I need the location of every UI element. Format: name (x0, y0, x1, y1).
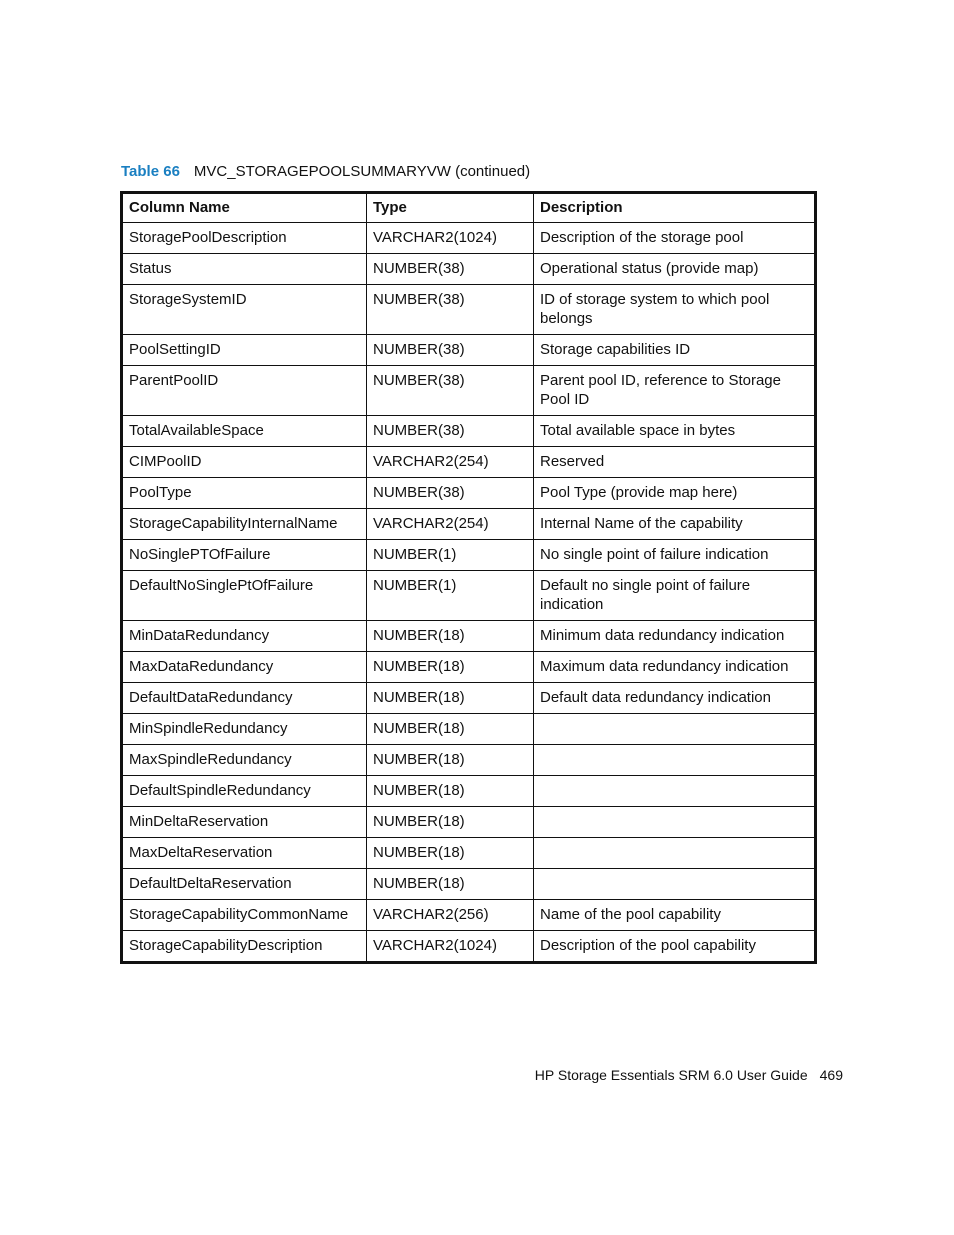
cell-type: NUMBER(38) (367, 416, 534, 447)
cell-type: NUMBER(18) (367, 838, 534, 869)
table-row (122, 931, 816, 963)
table-caption (121, 163, 530, 180)
cell-description (534, 869, 816, 900)
table-number-label: Table 66 (121, 163, 180, 180)
page-number: 469 (819, 1067, 843, 1083)
cell-column-name: CIMPoolID (122, 447, 367, 478)
cell-column-name: MaxDataRedundancy (122, 652, 367, 683)
table-body (122, 223, 816, 963)
cell-type: NUMBER(18) (367, 683, 534, 714)
cell-column-name: MinDataRedundancy (122, 621, 367, 652)
cell-column-name: DefaultSpindleRedundancy (122, 776, 367, 807)
cell-column-name: StorageCapabilityInternalName (122, 509, 367, 540)
header-description: Description (534, 193, 816, 223)
table-row (122, 254, 816, 285)
table-row (122, 509, 816, 540)
cell-description: Description of the storage pool (534, 223, 816, 254)
cell-column-name: DefaultDataRedundancy (122, 683, 367, 714)
cell-description: Description of the pool capability (534, 931, 816, 963)
header-type: Type (367, 193, 534, 223)
cell-description: Operational status (provide map) (534, 254, 816, 285)
cell-type: VARCHAR2(254) (367, 447, 534, 478)
cell-type: NUMBER(18) (367, 621, 534, 652)
cell-description: ID of storage system to which pool belongs (534, 285, 816, 335)
cell-column-name: ParentPoolID (122, 366, 367, 416)
cell-description: Parent pool ID, reference to Storage Pool ID (534, 366, 816, 416)
cell-description (534, 776, 816, 807)
table-row (122, 776, 816, 807)
cell-column-name: DefaultNoSinglePtOfFailure (122, 571, 367, 621)
cell-description (534, 714, 816, 745)
table-row (122, 366, 816, 416)
table-row (122, 838, 816, 869)
cell-type: NUMBER(38) (367, 335, 534, 366)
table-row (122, 285, 816, 335)
header-column-name: Column Name (122, 193, 367, 223)
cell-type: NUMBER(38) (367, 254, 534, 285)
cell-description (534, 745, 816, 776)
cell-column-name: DefaultDeltaReservation (122, 869, 367, 900)
cell-type: NUMBER(38) (367, 285, 534, 335)
cell-description: Default no single point of failure indication (534, 571, 816, 621)
cell-description: Internal Name of the capability (534, 509, 816, 540)
cell-column-name: MaxDeltaReservation (122, 838, 367, 869)
cell-description: No single point of failure indication (534, 540, 816, 571)
cell-type: NUMBER(18) (367, 807, 534, 838)
table-row (122, 223, 816, 254)
cell-column-name: StorageCapabilityDescription (122, 931, 367, 963)
cell-column-name: MinDeltaReservation (122, 807, 367, 838)
table-row (122, 714, 816, 745)
cell-type: NUMBER(18) (367, 776, 534, 807)
cell-description (534, 807, 816, 838)
cell-type: NUMBER(38) (367, 366, 534, 416)
cell-type: NUMBER(38) (367, 478, 534, 509)
header-row (122, 193, 816, 223)
table-row (122, 869, 816, 900)
table-row (122, 745, 816, 776)
table-row (122, 621, 816, 652)
cell-type: NUMBER(18) (367, 745, 534, 776)
cell-type: VARCHAR2(254) (367, 509, 534, 540)
cell-type: NUMBER(18) (367, 869, 534, 900)
page-footer (535, 1067, 843, 1083)
table-row (122, 683, 816, 714)
cell-type: VARCHAR2(256) (367, 900, 534, 931)
cell-column-name: PoolSettingID (122, 335, 367, 366)
table-row (122, 447, 816, 478)
table-title: MVC_STORAGEPOOLSUMMARYVW (continued) (193, 163, 531, 180)
cell-column-name: MaxSpindleRedundancy (122, 745, 367, 776)
table-row (122, 571, 816, 621)
cell-column-name: TotalAvailableSpace (122, 416, 367, 447)
table-row (122, 416, 816, 447)
cell-column-name: MinSpindleRedundancy (122, 714, 367, 745)
cell-type: NUMBER(18) (367, 652, 534, 683)
table-row (122, 652, 816, 683)
cell-column-name: Status (122, 254, 367, 285)
cell-column-name: StoragePoolDescription (122, 223, 367, 254)
cell-description: Total available space in bytes (534, 416, 816, 447)
cell-description: Default data redundancy indication (534, 683, 816, 714)
cell-description: Maximum data redundancy indication (534, 652, 816, 683)
table-row (122, 478, 816, 509)
cell-column-name: StorageCapabilityCommonName (122, 900, 367, 931)
table-row (122, 900, 816, 931)
guide-title: HP Storage Essentials SRM 6.0 User Guide (534, 1067, 808, 1083)
table-row (122, 540, 816, 571)
table-row (122, 807, 816, 838)
table-header (122, 193, 816, 223)
table-row (122, 335, 816, 366)
cell-type: NUMBER(1) (367, 571, 534, 621)
cell-type: VARCHAR2(1024) (367, 223, 534, 254)
cell-description: Reserved (534, 447, 816, 478)
cell-description: Storage capabilities ID (534, 335, 816, 366)
cell-column-name: PoolType (122, 478, 367, 509)
cell-type: NUMBER(1) (367, 540, 534, 571)
cell-type: VARCHAR2(1024) (367, 931, 534, 963)
cell-description: Name of the pool capability (534, 900, 816, 931)
cell-column-name: StorageSystemID (122, 285, 367, 335)
column-definition-table (120, 191, 817, 964)
cell-description (534, 838, 816, 869)
cell-description: Pool Type (provide map here) (534, 478, 816, 509)
cell-column-name: NoSinglePTOfFailure (122, 540, 367, 571)
cell-description: Minimum data redundancy indication (534, 621, 816, 652)
cell-type: NUMBER(18) (367, 714, 534, 745)
